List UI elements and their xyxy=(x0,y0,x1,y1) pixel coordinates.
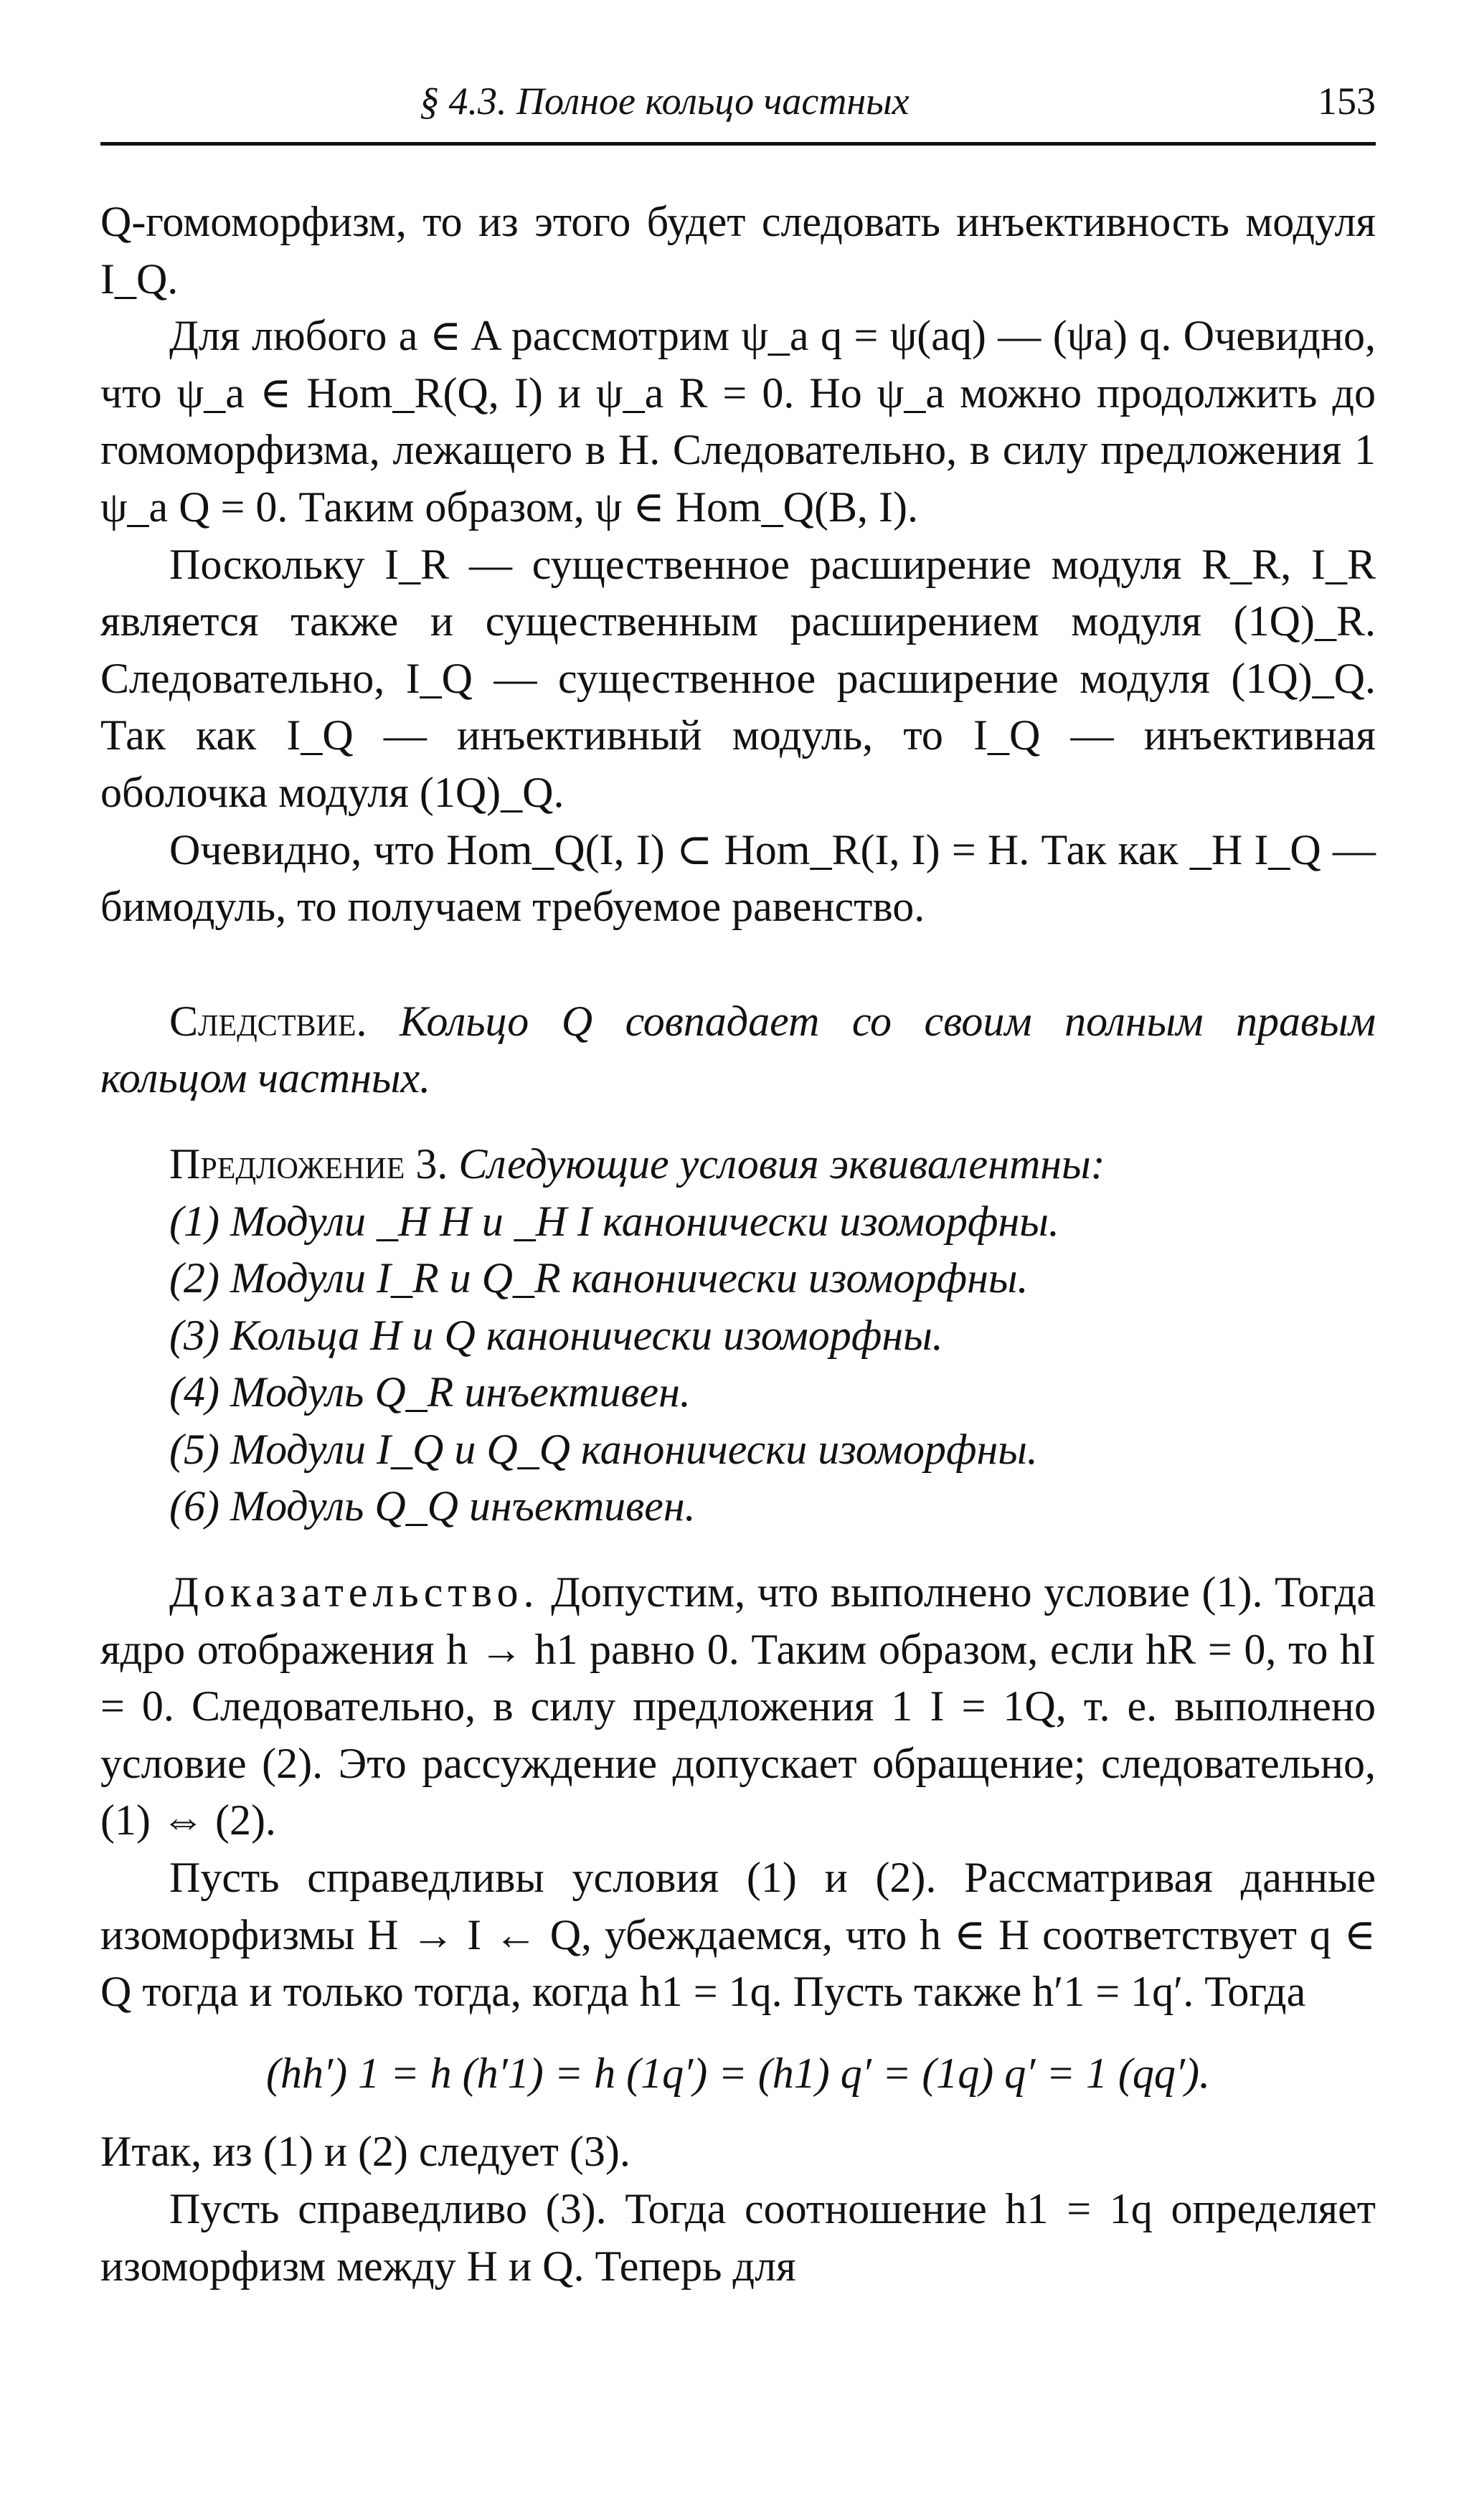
condition-item: (3) Кольца H и Q канонически изоморфны. xyxy=(169,1311,943,1359)
proof-label: Доказательство. xyxy=(169,1568,539,1616)
condition-item: (5) Модули I_Q и Q_Q канонически изоморфны. xyxy=(169,1425,1038,1473)
running-header xyxy=(100,79,1376,136)
proof-text: Допустим, что выполнено условие (1). Тогда ядро отображения h → h1 равно 0. Таким образом, если hR = 0, то hI = 0. Следовательно, в силу предложения 1 I = 1Q, т. е. выполнено условие (2). Это рассуждение допускает обращение; следовательно, (1) ⇔ (2). xyxy=(100,1568,1376,1844)
corollary-text: Кольцо Q совпадает со своим полным правым кольцом частных. xyxy=(100,997,1376,1102)
display-formula: (hh′) 1 = h (h′1) = h (1q′) = (h1) q′ = (1q) q′ = 1 (qq′). xyxy=(266,2049,1210,2097)
proposition-heading xyxy=(100,1136,1376,1193)
paragraph: Очевидно, что Hom_Q(I, I) ⊂ Hom_R(I, I) = H. Так как _H I_Q — бимодуль, то получаем требуемое равенство. xyxy=(100,825,1376,931)
paragraph: Поскольку I_R — существенное расширение модуля R_R, I_R является также и существенным расширением модуля (1Q)_R. Следовательно, I_Q — существенное расширение модуля (1Q)_Q. Так как I_Q — инъективный модуль, то I_Q — инъективная оболочка модуля (1Q)_Q. xyxy=(100,540,1376,816)
paragraph: Для любого a ∈ A рассмотрим ψ_a q = ψ(aq) — (ψa) q. Очевидно, что ψ_a ∈ Hom_R(Q, I) и ψ_a R = 0. Но ψ_a можно продолжить до гомоморфизма, лежащего в H. Следовательно, в силу предложения 1 ψ_a Q = 0. Таким образом, ψ ∈ Hom_Q(B, I). xyxy=(100,312,1376,531)
paragraph: Пусть справедливы условия (1) и (2). Рассматривая данные изоморфизмы H → I ← Q, убеждаемся, что h ∈ H соответствует q ∈ Q тогда и только тогда, когда h1 = 1q. Пусть также h′1 = 1q′. Тогда xyxy=(100,1854,1376,2016)
condition-item: (1) Модули _H H и _H I канонически изоморфны. xyxy=(169,1197,1059,1245)
header-rule xyxy=(100,142,1376,146)
corollary xyxy=(100,993,1376,1107)
proof-paragraph xyxy=(100,1564,1376,1849)
corollary-label: Следствие. xyxy=(169,997,367,1045)
condition-item: (6) Модуль Q_Q инъективен. xyxy=(169,1482,696,1530)
page-number: 153 xyxy=(1318,80,1376,123)
paragraph: Итак, из (1) и (2) следует (3). xyxy=(100,2128,630,2176)
section-title: § 4.3. Полное кольцо частных xyxy=(420,80,910,123)
condition-item: (2) Модули I_R и Q_R канонически изоморфны. xyxy=(169,1254,1029,1302)
page-body xyxy=(100,194,1376,2295)
proposition-label: Предложение 3. xyxy=(169,1140,448,1188)
proposition-intro: Следующие условия эквивалентны: xyxy=(458,1140,1105,1188)
paragraph: Пусть справедливо (3). Тогда соотношение h1 = 1q определяет изоморфизм между H и Q. Теперь для xyxy=(100,2185,1376,2290)
paragraph: Q-гомоморфизм, то из этого будет следовать инъективность модуля I_Q. xyxy=(100,198,1376,303)
condition-item: (4) Модуль Q_R инъективен. xyxy=(169,1368,691,1416)
